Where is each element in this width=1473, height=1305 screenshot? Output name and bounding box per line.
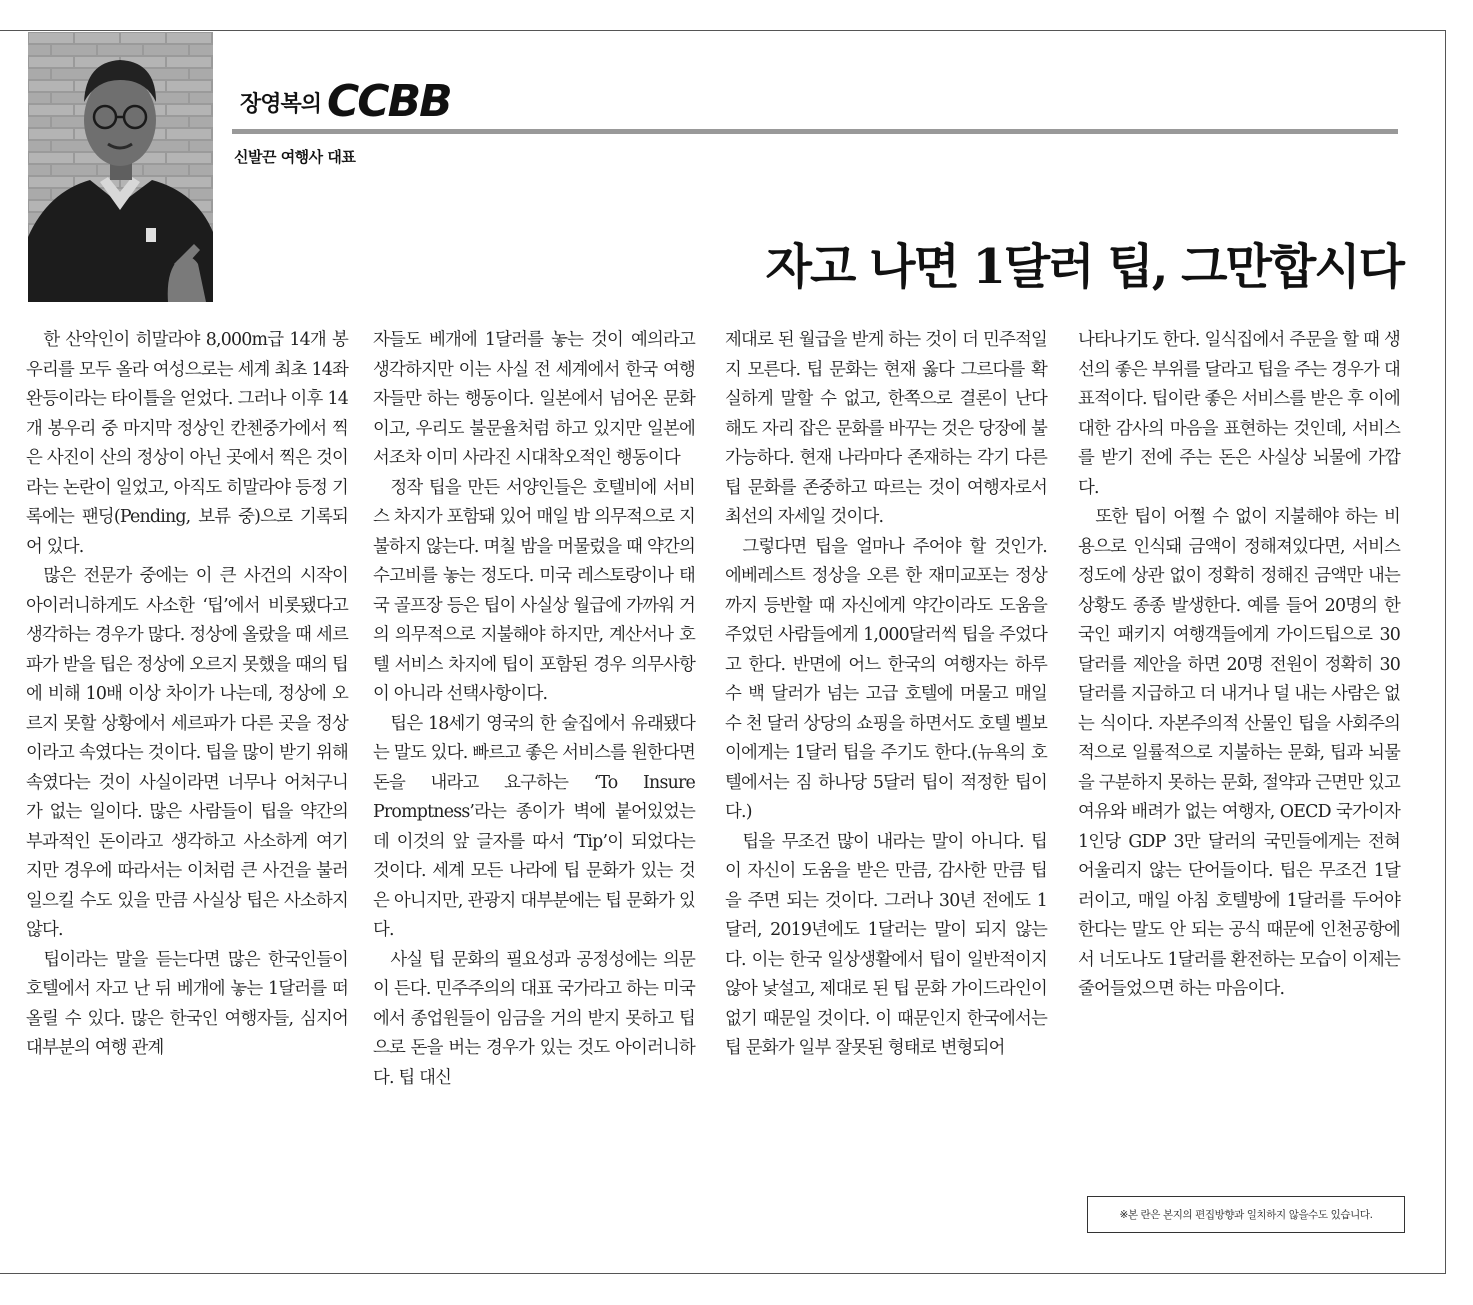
column-author: 장영복의	[240, 92, 322, 117]
paragraph: 팁은 18세기 영국의 한 술집에서 유래됐다는 말도 있다. 빠르고 좋은 서비스를 원한다면 돈을 내라고 요구하는 ‘To Insure Promptness’라는 종이가 벽에 붙어있었는데 이것의 앞 글자를 따서 ‘Tip’이 되었다는 것이다. 세계 모든 나라에 팁 문화가 있는 것은 아니지만, 관광지 대부분에는 팁 문화가 있다.	[373, 713, 695, 940]
paragraph: 자들도 베개에 1달러를 놓는 것이 예의라고 생각하지만 이는 사실 전 세계에서 한국 여행자들만 하는 행동이다. 일본에서 넘어온 문화이고, 우리도 불문율처럼 하고 있지만 일본에서조차 이미 사라진 시대착오적인 행동이다	[373, 330, 695, 468]
disclaimer-box: ※본 란은 본지의 편집방향과 일치하지 않을수도 있습니다.	[1087, 1196, 1405, 1233]
paragraph: 팁이라는 말을 듣는다면 많은 한국인들이 호텔에서 자고 난 뒤 베개에 놓는 1달러를 떠올릴 수 있다. 많은 한국인 여행자들, 심지어 대부분의 여행 관계	[26, 949, 348, 1058]
paragraph: 제대로 된 월급을 받게 하는 것이 더 민주적일지 모른다. 팁 문화는 현재 옳다 그르다를 확실하게 말할 수 없고, 한쪽으로 결론이 난다 해도 자리 잡은 문화를 바꾸는 것은 당장에 불가능하다. 현재 나라마다 존재하는 각기 다른 팁 문화를 존중하고 따르는 것이 여행자로서 최선의 자세일 것이다.	[725, 330, 1047, 527]
column-title	[240, 72, 451, 127]
author-portrait-image	[28, 32, 213, 302]
paragraph: 사실 팁 문화의 필요성과 공정성에는 의문이 든다. 민주주의의 대표 국가라고 하는 미국에서 종업원들이 임금을 거의 받지 못하고 팁으로 돈을 버는 경우가 있는 것도 아이러니하다. 팁 대신	[373, 949, 695, 1088]
article-column-2	[373, 326, 695, 1093]
paragraph: 많은 전문가 중에는 이 큰 사건의 시작이 아이러니하게도 사소한 ‘팁’에서 비롯됐다고 생각하는 경우가 많다. 정상에 올랐을 때 세르파가 받을 팁은 정상에 오르지 못했을 때의 팁에 비해 10배 이상 차이가 나는데, 정상에 오르지 못할 상황에서 세르파가 다른 곳을 정상이라고 속였다는 것이다. 팁을 많이 받기 위해 속였다는 것이 사실이라면 너무나 어처구니가 없는 일이다. 많은 사람들이 팁을 약간의 부과적인 돈이라고 생각하고 사소하게 여기지만 경우에 따라서는 이처럼 큰 사건을 불러일으킬 수도 있을 만큼 사실상 팁은 사소하지 않다.	[26, 566, 348, 940]
paragraph: 한 산악인이 히말라야 8,000m급 14개 봉우리를 모두 올라 여성으로는 세계 최초 14좌 완등이라는 타이틀을 얻었다. 그러나 이후 14개 봉우리 중 마지막 정상인 칸첸중가에서 찍은 사진이 산의 정상이 아닌 곳에서 찍은 것이라는 논란이 일었고, 아직도 히말라야 등정 기록에는 팬딩(Pending, 보류 중)으로 기록되어 있다.	[26, 330, 348, 557]
column-logo: CCBB	[327, 76, 451, 127]
article-column-4	[1078, 326, 1400, 1005]
header-divider	[232, 129, 1398, 134]
paragraph: 그렇다면 팁을 얼마나 주어야 할 것인가. 에베레스트 정상을 오른 한 재미교포는 정상까지 등반할 때 자신에게 약간이라도 도움을 주었던 사람들에게 1,000달러씩 팁을 주었다고 한다. 반면에 어느 한국의 여행자는 하루 수 백 달러가 넘는 고급 호텔에 머물고 매일 수 천 달러 상당의 쇼핑을 하면서도 호텔 벨보이에게는 1달러 팁을 주기도 한다.(뉴욕의 호텔에서는 짐 하나당 5달러 팁이 적정한 팁이다.)	[725, 536, 1047, 822]
paragraph: 팁을 무조건 많이 내라는 말이 아니다. 팁이 자신이 도움을 받은 만큼, 감사한 만큼 팁을 주면 되는 것이다. 그러나 30년 전에도 1달러, 2019년에도 1달러는 말이 되지 않는다. 이는 한국 일상생활에서 팁이 일반적이지 않아 낯설고, 제대로 된 팁 문화 가이드라인이 없기 때문일 것이다. 이 때문인지 한국에서는 팁 문화가 일부 잘못된 형태로 변형되어	[725, 831, 1047, 1058]
page-border-bottom	[0, 1273, 1446, 1274]
page-border-right	[1445, 30, 1446, 1273]
article-column-1	[26, 326, 348, 1064]
author-photo	[28, 32, 213, 302]
headline: 자고 나면 1달러 팁, 그만합시다	[765, 239, 1403, 296]
page-border-top	[0, 30, 1445, 31]
article-column-3	[725, 326, 1047, 1064]
paragraph: 또한 팁이 어쩔 수 없이 지불해야 하는 비용으로 인식돼 금액이 정해져있다면, 서비스 정도에 상관 없이 정확히 정해진 금액만 내는 상황도 종종 발생한다. 예를 들어 20명의 한국인 패키지 여행객들에게 가이드팁으로 30달러를 제안을 하면 20명 전원이 정확히 30달러를 지급하고 더 내거나 덜 내는 사람은 없는 식이다. 자본주의적 산물인 팁을 사회주의적으로 일률적으로 지불하는 문화, 팁과 뇌물을 구분하지 못하는 문화, 절약과 근면만 있고 여유와 배려가 없는 여행자, OECD 국가이자 1인당 GDP 3만 달러의 국민들에게는 전혀 어울리지 않는 단어들이다. 팁은 무조건 1달러이고, 매일 아침 호텔방에 1달러를 두어야 한다는 말도 안 되는 공식 때문에 인천공항에서 너도나도 1달러를 환전하는 모습이 이제는 줄어들었으면 하는 마음이다.	[1078, 507, 1400, 999]
paragraph: 정작 팁을 만든 서양인들은 호텔비에 서비스 차지가 포함돼 있어 매일 밤 의무적으로 지불하지 않는다. 며칠 밤을 머물렀을 때 약간의 수고비를 놓는 정도다. 미국 레스토랑이나 태국 골프장 등은 팁이 사실상 월급에 가까워 거의 의무적으로 지불해야 하지만, 계산서나 호텔 서비스 차지에 팁이 포함된 경우 의무사항이 아니라 선택사항이다.	[373, 477, 695, 704]
paragraph: 나타나기도 한다. 일식집에서 주문을 할 때 생선의 좋은 부위를 달라고 팁을 주는 경우가 대표적이다. 팁이란 좋은 서비스를 받은 후 이에 대한 감사의 마음을 표현하는 것인데, 서비스를 받기 전에 주는 돈은 사실상 뇌물에 가깝다.	[1078, 330, 1400, 498]
writer-role: 신발끈 여행사 대표	[234, 148, 356, 166]
